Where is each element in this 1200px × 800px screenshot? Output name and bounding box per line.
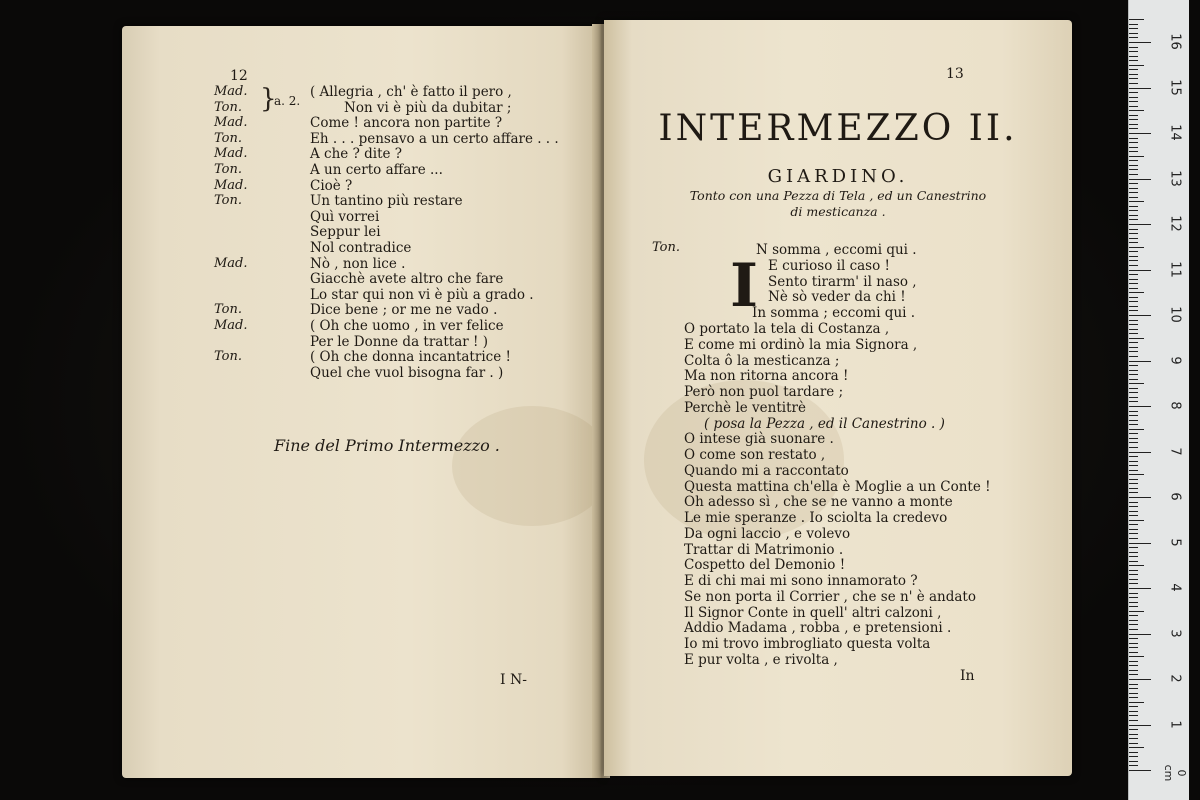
ruler-tick bbox=[1129, 142, 1138, 143]
ruler-tick bbox=[1129, 361, 1151, 362]
ruler-tick bbox=[1129, 128, 1138, 129]
ruler-tick bbox=[1129, 538, 1138, 539]
speaker-label: Mad. bbox=[214, 84, 248, 99]
ruler-tick bbox=[1129, 119, 1138, 120]
ruler-tick bbox=[1129, 229, 1138, 230]
ruler-tick bbox=[1129, 324, 1138, 325]
ruler-tick bbox=[1129, 106, 1138, 107]
duet-brace: } bbox=[260, 84, 277, 114]
verse-line: Se non porta il Corrier , che se n' è andato bbox=[684, 588, 976, 605]
ruler-tick bbox=[1129, 479, 1138, 480]
speaker-label: Ton. bbox=[214, 130, 242, 146]
ruler-tick bbox=[1129, 420, 1138, 421]
ruler-tick bbox=[1129, 60, 1138, 61]
dialogue-line: Seppur lei bbox=[310, 224, 381, 241]
ruler-tick bbox=[1129, 151, 1138, 152]
ruler-tick bbox=[1129, 174, 1138, 175]
speaker-label: Mad. bbox=[214, 146, 248, 162]
ruler-tick bbox=[1129, 233, 1138, 234]
ruler-tick bbox=[1129, 715, 1138, 716]
ruler-tick bbox=[1129, 260, 1138, 261]
ruler-tick bbox=[1129, 502, 1138, 503]
verse-line: N somma , eccomi qui . bbox=[756, 242, 917, 258]
ruler-number: 6 bbox=[1167, 492, 1183, 501]
verse-line: E di chi mai mi sono innamorato ? bbox=[684, 573, 918, 589]
ruler-tick bbox=[1129, 452, 1151, 453]
verse-line: Però non puol tardare ; bbox=[684, 384, 844, 400]
ruler-tick bbox=[1129, 33, 1138, 34]
ruler-tick bbox=[1129, 661, 1138, 662]
ruler-tick bbox=[1129, 74, 1138, 75]
ruler-tick bbox=[1129, 765, 1138, 766]
ruler-tick bbox=[1129, 329, 1138, 330]
ruler-tick bbox=[1129, 688, 1138, 689]
ruler-tick bbox=[1129, 283, 1138, 284]
verse-line: Cospetto del Demonio ! bbox=[684, 557, 846, 574]
dialogue-line: ( Oh che uomo , in ver felice bbox=[310, 318, 504, 334]
verse-line: Questa mattina ch'ella è Moglie a un Conte ! bbox=[684, 478, 991, 495]
ruler-tick bbox=[1129, 665, 1138, 666]
ruler-tick bbox=[1129, 743, 1138, 744]
ruler-tick bbox=[1129, 747, 1144, 748]
ruler-tick bbox=[1129, 388, 1138, 389]
measurement-ruler bbox=[1128, 0, 1189, 800]
stage-direction: Tonto con una Pezza di Tela , ed un Canestrino bbox=[689, 188, 987, 203]
speaker-label: Ton. bbox=[214, 349, 242, 365]
verse-line: E pur volta , e rivolta , bbox=[684, 651, 838, 668]
ruler-tick bbox=[1129, 674, 1138, 675]
ruler-tick bbox=[1129, 729, 1138, 730]
ruler-tick bbox=[1129, 88, 1151, 89]
ruler-tick bbox=[1129, 634, 1151, 635]
ruler-tick bbox=[1129, 424, 1138, 425]
ruler-tick bbox=[1129, 238, 1138, 239]
ruler-tick bbox=[1129, 761, 1138, 762]
ruler-tick bbox=[1129, 720, 1138, 721]
verse-line: Da ogni laccio , e volevo bbox=[684, 525, 851, 542]
ruler-tick bbox=[1129, 224, 1151, 225]
ruler-tick bbox=[1129, 597, 1138, 598]
ruler-tick bbox=[1129, 247, 1144, 248]
dialogue-line: Quì vorrei bbox=[310, 208, 380, 225]
dialogue-line: Dice bene ; or me ne vado . bbox=[310, 302, 498, 319]
ruler-tick bbox=[1129, 515, 1138, 516]
ruler-tick bbox=[1129, 138, 1138, 139]
ruler-tick bbox=[1129, 438, 1138, 439]
ruler-tick bbox=[1129, 83, 1138, 84]
verse-line: Nè sò veder da chi ! bbox=[768, 289, 906, 306]
dialogue-line: Non vi è più da dubitar ; bbox=[344, 99, 512, 116]
page-number: 12 bbox=[230, 68, 248, 84]
ruler-tick bbox=[1129, 492, 1138, 493]
ruler-tick bbox=[1129, 288, 1138, 289]
ruler-tick bbox=[1129, 602, 1138, 603]
dialogue-line: A che ? dite ? bbox=[310, 146, 403, 163]
ruler-tick bbox=[1129, 511, 1138, 512]
ruler-tick bbox=[1129, 465, 1138, 466]
ruler-tick bbox=[1129, 734, 1138, 735]
ruler-tick bbox=[1129, 652, 1138, 653]
ruler-tick bbox=[1129, 306, 1138, 307]
ruler-tick bbox=[1129, 606, 1138, 607]
ruler-tick bbox=[1129, 397, 1138, 398]
ruler-tick bbox=[1129, 270, 1151, 271]
ruler-tick bbox=[1129, 347, 1138, 348]
right-page bbox=[604, 20, 1072, 776]
ruler-tick bbox=[1129, 684, 1138, 685]
ruler-tick bbox=[1129, 588, 1151, 589]
ruler-tick bbox=[1129, 279, 1138, 280]
ruler-tick bbox=[1129, 611, 1144, 612]
ruler-tick bbox=[1129, 579, 1138, 580]
ruler-tick bbox=[1129, 320, 1138, 321]
ruler-tick bbox=[1129, 574, 1138, 575]
ruler-tick bbox=[1129, 488, 1138, 489]
ruler-number: 2 bbox=[1167, 674, 1183, 683]
ruler-tick bbox=[1129, 656, 1144, 657]
ruler-tick bbox=[1129, 310, 1138, 311]
ruler-tick bbox=[1129, 42, 1151, 43]
ruler-number: 10 bbox=[1167, 306, 1183, 323]
ruler-tick bbox=[1129, 24, 1138, 25]
verse-line: Sento tirarm' il naso , bbox=[768, 273, 917, 290]
ruler-tick bbox=[1129, 506, 1138, 507]
ruler-tick bbox=[1129, 647, 1138, 648]
verse-line: Il Signor Conte in quell' altri calzoni , bbox=[684, 604, 942, 621]
ruler-tick bbox=[1129, 679, 1151, 680]
ruler-tick bbox=[1129, 429, 1144, 430]
ruler-tick bbox=[1129, 201, 1144, 202]
ruler-tick bbox=[1129, 342, 1138, 343]
ruler-tick bbox=[1129, 752, 1138, 753]
ruler-number: 9 bbox=[1167, 355, 1183, 365]
ruler-tick bbox=[1129, 37, 1138, 38]
ruler-tick bbox=[1129, 383, 1144, 384]
drop-cap: I bbox=[730, 251, 759, 321]
duet-marker: a. 2. bbox=[274, 94, 301, 108]
ruler-tick bbox=[1129, 520, 1144, 521]
ruler-unit-label: 0 cm bbox=[1162, 764, 1188, 782]
ruler-tick bbox=[1129, 638, 1138, 639]
ruler-tick bbox=[1129, 188, 1138, 189]
ruler-tick bbox=[1129, 583, 1138, 584]
ruler-tick bbox=[1129, 756, 1138, 757]
ruler-tick bbox=[1129, 447, 1138, 448]
verse-line: In somma ; eccomi qui . bbox=[752, 305, 916, 322]
ruler-tick bbox=[1129, 210, 1138, 211]
dialogue-line: Per le Donne da trattar ! ) bbox=[310, 333, 488, 350]
ruler-tick bbox=[1129, 697, 1138, 698]
ruler-tick bbox=[1129, 552, 1138, 553]
ruler-tick bbox=[1129, 365, 1138, 366]
dialogue-line: Giacchè avete altro che fare bbox=[310, 271, 504, 288]
ruler-tick bbox=[1129, 219, 1138, 220]
ruler-tick bbox=[1129, 242, 1138, 243]
ruler-tick bbox=[1129, 56, 1138, 57]
ruler-tick bbox=[1129, 165, 1138, 166]
ruler-tick bbox=[1129, 556, 1138, 557]
verse-line: Colta ô la mesticanza ; bbox=[684, 352, 840, 369]
ruler-number: 8 bbox=[1167, 401, 1183, 410]
ruler-tick bbox=[1129, 401, 1138, 402]
ruler-tick bbox=[1129, 406, 1151, 407]
ruler-tick bbox=[1129, 561, 1138, 562]
ruler-number: 13 bbox=[1167, 169, 1183, 187]
ruler-number: 5 bbox=[1167, 537, 1183, 547]
stage-direction-inline: ( posa la Pezza , ed il Canestrino . ) bbox=[704, 415, 945, 432]
stage-direction: di mesticanza . bbox=[790, 204, 886, 219]
verse-line: O come son restato , bbox=[684, 447, 826, 463]
speaker-label: Ton. bbox=[214, 193, 242, 209]
ruler-tick bbox=[1129, 706, 1138, 707]
ruler-tick bbox=[1129, 456, 1138, 457]
ruler-tick bbox=[1129, 160, 1138, 161]
ruler-tick bbox=[1129, 124, 1138, 125]
ruler-tick bbox=[1129, 670, 1138, 671]
ruler-tick bbox=[1129, 215, 1138, 216]
ruler-tick bbox=[1129, 415, 1138, 416]
ruler-tick bbox=[1129, 69, 1138, 70]
ruler-tick bbox=[1129, 78, 1138, 79]
ruler-tick bbox=[1129, 370, 1138, 371]
ruler-number: 15 bbox=[1167, 78, 1183, 96]
ruler-tick bbox=[1129, 338, 1144, 339]
ruler-tick bbox=[1129, 533, 1138, 534]
dialogue-line: Lo star qui non vi è più a grado . bbox=[310, 286, 534, 303]
ruler-number: 12 bbox=[1167, 215, 1183, 232]
ruler-tick bbox=[1129, 297, 1138, 298]
speaker-label: Mad. bbox=[214, 115, 248, 131]
ruler-tick bbox=[1129, 620, 1138, 621]
ruler-tick bbox=[1129, 770, 1151, 771]
ruler-number: 11 bbox=[1167, 260, 1183, 278]
ruler-number: 7 bbox=[1167, 446, 1183, 456]
left-page bbox=[122, 26, 600, 778]
ruler-number: 1 bbox=[1167, 719, 1183, 729]
ruler-tick bbox=[1129, 183, 1138, 184]
ruler-tick bbox=[1129, 442, 1138, 443]
dialogue-line: ( Allegria , ch' è fatto il pero , bbox=[310, 84, 512, 100]
ruler-tick bbox=[1129, 738, 1138, 739]
dialogue-line: ( Oh che donna incantatrice ! bbox=[310, 349, 511, 366]
paper-stain bbox=[452, 406, 600, 526]
ruler-tick bbox=[1129, 593, 1138, 594]
ruler-tick bbox=[1129, 351, 1138, 352]
verse-line: Ma non ritorna ancora ! bbox=[684, 368, 849, 385]
ruler-tick bbox=[1129, 565, 1144, 566]
ruler-tick bbox=[1129, 28, 1138, 29]
dialogue-line: Come ! ancora non partite ? bbox=[310, 115, 503, 132]
ruler-tick bbox=[1129, 169, 1138, 170]
catchword: I N- bbox=[500, 672, 527, 688]
ruler-tick bbox=[1129, 274, 1138, 275]
dialogue-line: Quel che vuol bisogna far . ) bbox=[310, 364, 504, 381]
ruler-tick bbox=[1129, 570, 1138, 571]
ruler-tick bbox=[1129, 19, 1144, 20]
ruler-tick bbox=[1129, 474, 1144, 475]
ruler-tick bbox=[1129, 411, 1138, 412]
dialogue-line: Cioè ? bbox=[310, 177, 353, 194]
speaker-label: Ton. bbox=[214, 99, 242, 115]
speaker-label: Mad. bbox=[214, 318, 248, 333]
verse-line: Le mie speranze . Io sciolta la credevo bbox=[684, 510, 948, 526]
ruler-tick bbox=[1129, 92, 1138, 93]
speaker-label: Ton. bbox=[214, 162, 242, 177]
ruler-tick bbox=[1129, 301, 1138, 302]
ruler-tick bbox=[1129, 356, 1138, 357]
ruler-tick bbox=[1129, 251, 1138, 252]
ruler-tick bbox=[1129, 433, 1138, 434]
ruler-tick bbox=[1129, 315, 1151, 316]
catchword: In bbox=[960, 668, 975, 684]
verse-line: E come mi ordinò la mia Signora , bbox=[684, 336, 918, 353]
ruler-tick bbox=[1129, 51, 1138, 52]
ruler-tick bbox=[1129, 693, 1138, 694]
ruler-tick bbox=[1129, 643, 1138, 644]
dialogue-line: Un tantino più restare bbox=[310, 193, 463, 210]
ruler-number: 3 bbox=[1167, 628, 1183, 638]
page-number: 13 bbox=[946, 66, 964, 82]
ruler-tick bbox=[1129, 529, 1138, 530]
ruler-tick bbox=[1129, 483, 1138, 484]
verse-line: Addio Madama , robba , e pretensioni . bbox=[684, 620, 952, 637]
ruler-tick bbox=[1129, 725, 1151, 726]
ruler-tick bbox=[1129, 461, 1138, 462]
ruler-tick bbox=[1129, 265, 1138, 266]
ruler-tick bbox=[1129, 470, 1138, 471]
ruler-tick bbox=[1129, 110, 1144, 111]
ruler-tick bbox=[1129, 702, 1144, 703]
speaker-label: Mad. bbox=[214, 177, 248, 193]
ruler-tick bbox=[1129, 711, 1138, 712]
ruler-tick bbox=[1129, 156, 1144, 157]
dialogue-line: A un certo affare ... bbox=[310, 162, 443, 178]
verse-line: Quando mi a raccontato bbox=[684, 462, 849, 479]
verse-line: Oh adesso sì , che se ne vanno a monte bbox=[684, 494, 953, 511]
dialogue-line: Nol contradice bbox=[310, 240, 412, 256]
ruler-tick bbox=[1129, 379, 1138, 380]
ruler-tick bbox=[1129, 97, 1138, 98]
speaker-label: Ton. bbox=[214, 302, 242, 318]
ruler-tick bbox=[1129, 147, 1138, 148]
verse-line: O intese già suonare . bbox=[684, 431, 834, 448]
verse-line: O portato la tela di Costanza , bbox=[684, 321, 890, 337]
ruler-tick bbox=[1129, 524, 1138, 525]
ruler-tick bbox=[1129, 65, 1144, 66]
ruler-tick bbox=[1129, 547, 1138, 548]
scene-title: GIARDINO. bbox=[767, 166, 909, 187]
ruler-tick bbox=[1129, 374, 1138, 375]
ruler-tick bbox=[1129, 333, 1138, 334]
ruler-tick bbox=[1129, 101, 1138, 102]
speaker-label: Ton. bbox=[652, 240, 680, 255]
ruler-tick bbox=[1129, 179, 1151, 180]
ruler-tick bbox=[1129, 47, 1138, 48]
ruler-tick bbox=[1129, 292, 1144, 293]
ruler-tick bbox=[1129, 629, 1138, 630]
ruler-tick bbox=[1129, 115, 1138, 116]
ruler-number: 14 bbox=[1167, 124, 1183, 141]
closing-line: Fine del Primo Intermezzo . bbox=[274, 436, 500, 455]
ruler-tick bbox=[1129, 133, 1151, 134]
ruler-tick bbox=[1129, 615, 1138, 616]
ruler-tick bbox=[1129, 624, 1138, 625]
section-title: INTERMEZZO II. bbox=[658, 108, 1018, 149]
verse-line: Trattar di Matrimonio . bbox=[684, 541, 844, 558]
ruler-number: 16 bbox=[1167, 33, 1183, 50]
ruler-tick bbox=[1129, 192, 1138, 193]
ruler-tick bbox=[1129, 543, 1151, 544]
ruler-tick bbox=[1129, 197, 1138, 198]
ruler-tick bbox=[1129, 497, 1151, 498]
dialogue-line: Eh . . . pensavo a un certo affare . . . bbox=[310, 130, 559, 147]
dialogue-line: Nò , non lice . bbox=[310, 255, 406, 272]
ruler-number: 4 bbox=[1167, 583, 1183, 592]
verse-line: Io mi trovo imbrogliato questa volta bbox=[684, 636, 931, 652]
verse-line: E curioso il caso ! bbox=[768, 257, 890, 274]
speaker-label: Mad. bbox=[214, 255, 248, 271]
verse-line: Perchè le ventitrè bbox=[684, 399, 806, 416]
ruler-tick bbox=[1129, 256, 1138, 257]
ruler-tick bbox=[1129, 206, 1138, 207]
ruler-tick bbox=[1129, 392, 1138, 393]
